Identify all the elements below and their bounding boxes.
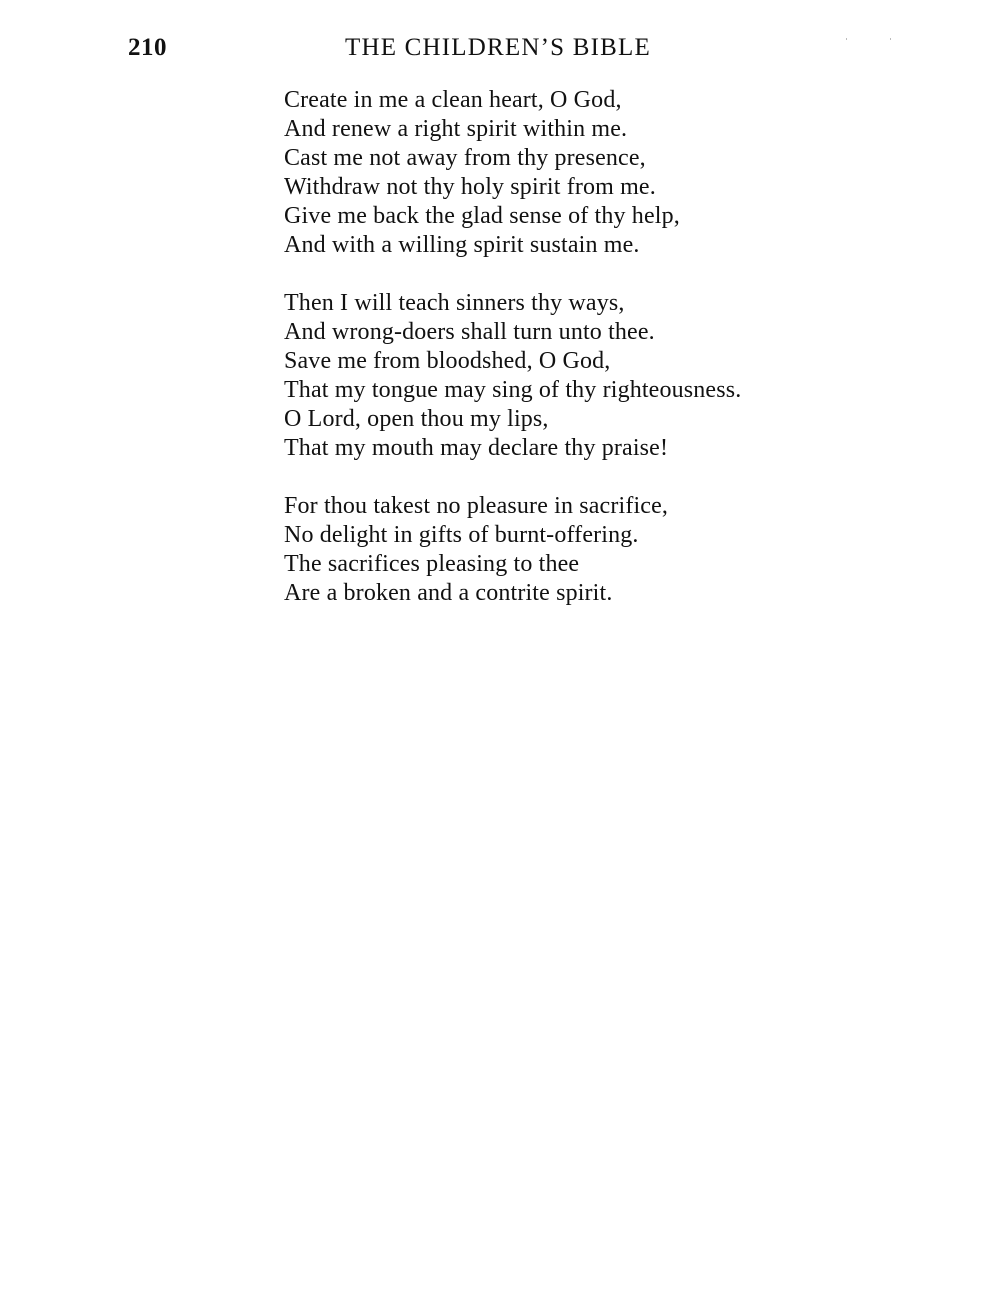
- verse-line: And with a willing spirit sustain me.: [284, 232, 640, 258]
- verse-line: Give me back the glad sense of thy help,: [284, 203, 680, 229]
- scan-speck: [846, 38, 847, 40]
- verse-line: Withdraw not thy holy spirit from me.: [284, 174, 656, 200]
- poem: [284, 86, 884, 637]
- verse-line: Save me from bloodshed, O God,: [284, 348, 611, 374]
- verse-line: And renew a right spirit within me.: [284, 116, 628, 142]
- running-title: THE CHILDREN’S BIBLE: [345, 34, 651, 61]
- verse-line: And wrong-doers shall turn unto thee.: [284, 319, 655, 345]
- stanza: [284, 492, 884, 608]
- page-number: 210: [128, 34, 167, 61]
- page-header: [0, 34, 1000, 70]
- verse-line: No delight in gifts of burnt-offering.: [284, 522, 639, 548]
- verse-line: That my mouth may declare thy praise!: [284, 435, 669, 461]
- verse-line: Are a broken and a contrite spirit.: [284, 580, 613, 606]
- verse-line: Then I will teach sinners thy ways,: [284, 290, 625, 316]
- verse-line: Create in me a clean heart, O God,: [284, 87, 622, 113]
- verse-line: Cast me not away from thy presence,: [284, 145, 646, 171]
- scan-speck: [890, 38, 891, 40]
- verse-line: That my tongue may sing of thy righteousness.: [284, 377, 742, 403]
- verse-line: The sacrifices pleasing to thee: [284, 551, 580, 577]
- verse-line: O Lord, open thou my lips,: [284, 406, 549, 432]
- stanza: [284, 289, 884, 463]
- verse-line: For thou takest no pleasure in sacrifice,: [284, 493, 669, 519]
- stanza: [284, 86, 884, 260]
